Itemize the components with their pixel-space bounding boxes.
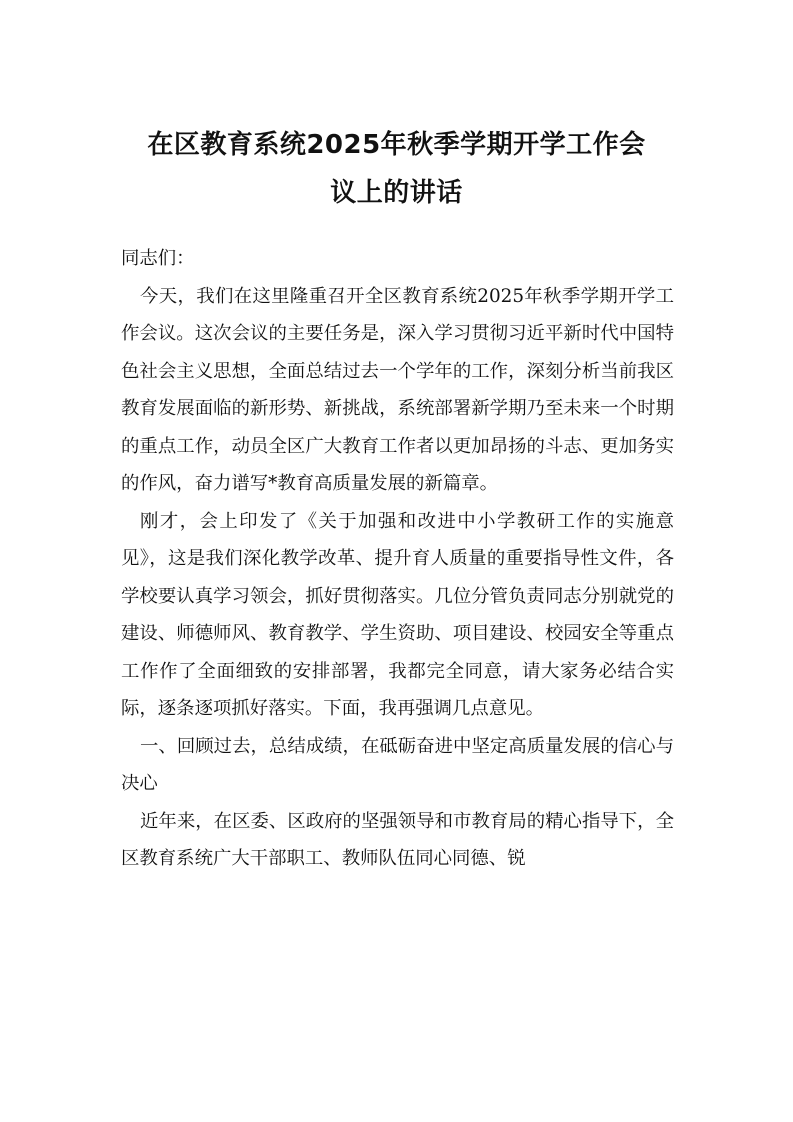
document-title-line-1: 在区教育系统2025年秋季学期开学工作会 [147, 130, 646, 160]
document-title-line-2: 议上的讲话 [330, 178, 463, 208]
salutation: 同志们： [121, 248, 195, 269]
body-paragraph: 今天，我们在这里隆重召开全区教育系统2025年秋季学期开学工作会议。这次会议的主要任务是，深入学习贯彻习近平新时代中国特色社会主义思想，全面总结过去一个学年的工作，深刻分析当前我区教育发展面临的新形势、新挑战，系统部署新学期乃至未来一个时期的重点工作，动员全区广大教育工作者以更加昂扬的斗志、更加务实的作风，奋力谱写*教育高质量发展的新篇章。 [121, 285, 674, 494]
section-heading: 一、回顾过去，总结成绩，在砥砺奋进中坚定高质量发展的信心与决心 [121, 735, 674, 794]
body-paragraph: 刚才，会上印发了《关于加强和改进中小学教研工作的实施意见》，这是我们深化教学改革、提升育人质量的重要指导性文件，各学校要认真学习领会，抓好贯彻落实。几位分管负责同志分别就党的建设、师德师风、教育教学、学生资助、项目建设、校园安全等重点工作作了全面细致的安排部署，我都完全同意，请大家务必结合实际，逐条逐项抓好落实。下面，我再强调几点意见。 [121, 510, 674, 719]
document-body [121, 240, 674, 878]
body-paragraph: 近年来，在区委、区政府的坚强领导和市教育局的精心指导下，全区教育系统广大干部职工、教师队伍同心同德、锐 [121, 810, 674, 869]
